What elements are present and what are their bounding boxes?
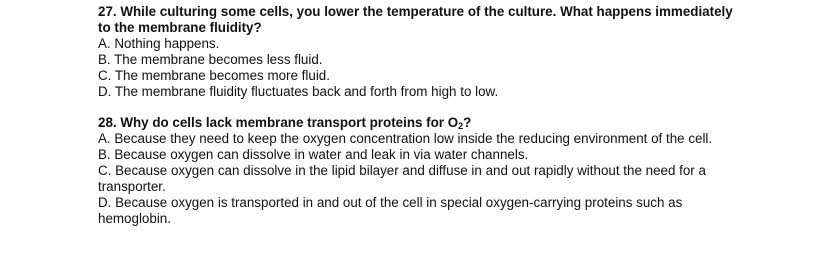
question-28-option-d: D. Because oxygen is transported in and out of the cell in special oxygen-carrying proteins such as hemoglobin.: [98, 195, 683, 226]
question-28-title-end: ?: [463, 115, 472, 130]
question-28: [98, 115, 738, 227]
question-28-title-text: 28. Why do cells lack membrane transport proteins for O: [98, 115, 459, 130]
question-28-option-c: C. Because oxygen can dissolve in the lipid bilayer and diffuse in and out rapidly without the need for a transporter.: [98, 163, 706, 194]
oxygen-subscript: 2: [458, 121, 464, 131]
question-28-option-b: B. Because oxygen can dissolve in water and leak in via water channels.: [98, 147, 529, 162]
question-28-title: [98, 115, 738, 131]
question-27-option-a: A. Nothing happens.: [98, 36, 220, 51]
question-27-option-d: D. The membrane fluidity fluctuates back and forth from high to low.: [98, 84, 499, 99]
quiz-document: [98, 4, 738, 227]
question-27-option-c: C. The membrane becomes more fluid.: [98, 68, 330, 83]
question-27-option-b: B. The membrane becomes less fluid.: [98, 52, 323, 67]
question-27-title: 27. While culturing some cells, you lower the temperature of the culture. What happens immediately to the membrane fluidity?: [98, 4, 733, 35]
question-27: [98, 4, 738, 100]
question-28-option-a: A. Because they need to keep the oxygen concentration low inside the reducing environment of the cell.: [98, 131, 713, 146]
